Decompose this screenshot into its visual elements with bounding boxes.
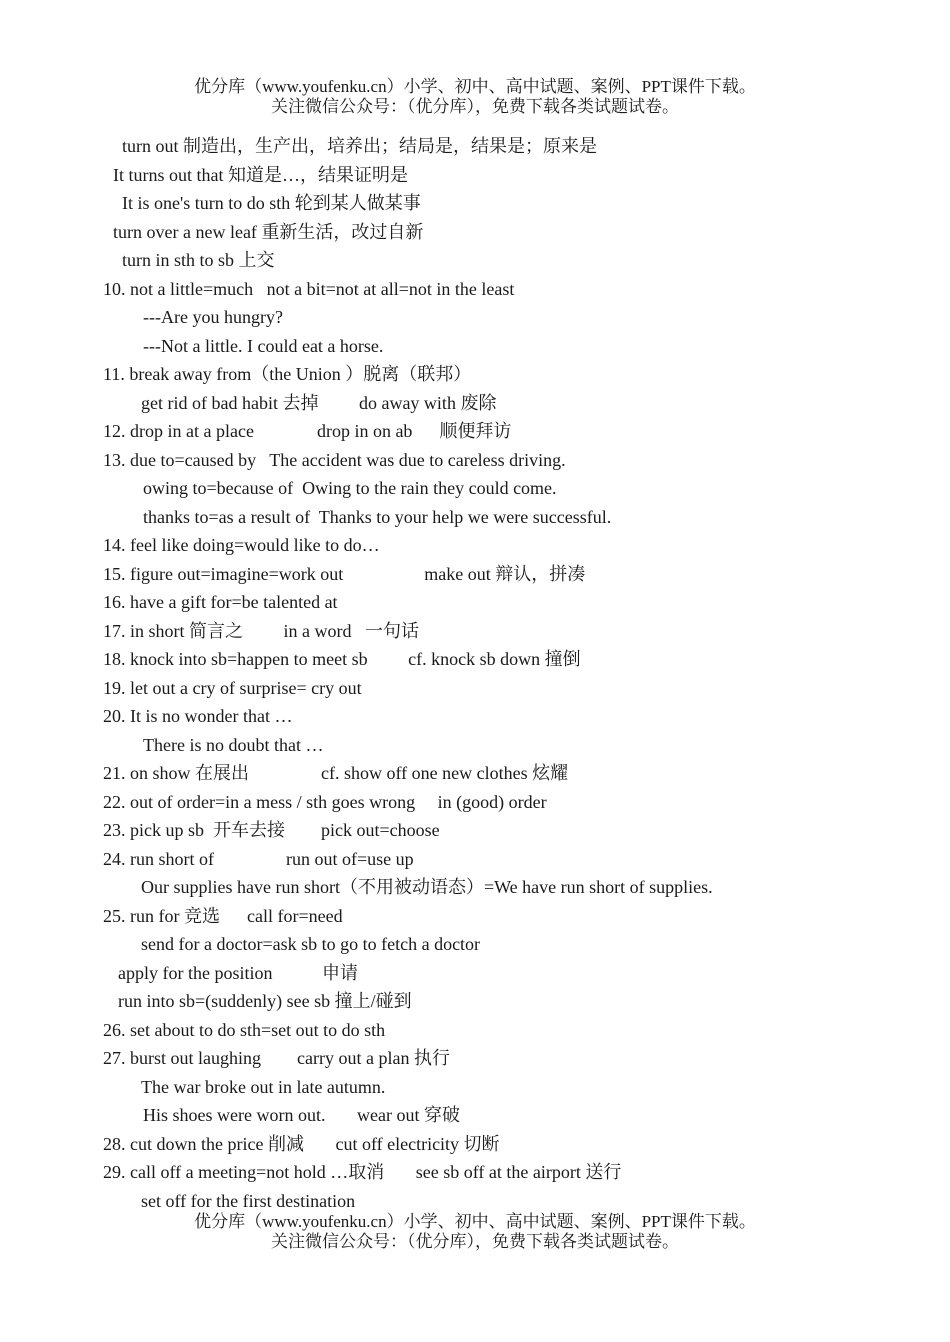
text-line: 11. break away from（the Union ）脱离（联邦） — [103, 364, 472, 384]
text-line: 21. on show 在展出 cf. show off one new clothes 炫耀 — [103, 763, 569, 783]
text-line: 29. call off a meeting=not hold …取消 see sb off at the airport 送行 — [103, 1162, 622, 1182]
text-line: turn out 制造出，生产出，培养出；结局是，结果是；原来是 — [122, 136, 597, 156]
text-line: The war broke out in late autumn. — [141, 1076, 386, 1097]
text-line: 13. due to=caused by The accident was due to careless driving. — [103, 449, 566, 470]
text-line: ---Not a little. I could eat a horse. — [143, 335, 384, 356]
text-line: 20. It is no wonder that … — [103, 706, 293, 726]
text-line: get rid of bad habit 去掉 do away with 废除 — [141, 392, 497, 413]
text-line: 17. in short 简言之 in a word 一句话 — [103, 620, 419, 641]
text-line: 25. run for 竞选 call for=need — [103, 905, 343, 926]
text-line: 10. not a little=much not a bit=not at all=not in the least — [103, 278, 515, 299]
text-line: It turns out that 知道是…，结果证明是 — [113, 164, 408, 185]
text-line: thanks to=as a result of Thanks to your help we were successful. — [143, 506, 612, 527]
text-line: It is one's turn to do sth 轮到某人做某事 — [122, 193, 421, 213]
text-line: owing to=because of Owing to the rain they could come. — [143, 478, 557, 498]
text-line: 23. pick up sb 开车去接 pick out=choose — [103, 820, 440, 840]
text-line: There is no doubt that … — [143, 734, 324, 755]
text-line: run into sb=(suddenly) see sb 撞上/碰到 — [118, 991, 412, 1011]
text-line: send for a doctor=ask sb to go to fetch a doctor — [141, 934, 481, 954]
text-line: 27. burst out laughing carry out a plan 执行 — [103, 1048, 450, 1068]
text-line: 16. have a gift for=be talented at — [103, 592, 338, 612]
text-line: apply for the position 申请 — [118, 962, 358, 983]
text-line: 26. set about to do sth=set out to do sth — [103, 1019, 386, 1040]
footer-line-1: 优分库（www.youfenku.cn）小学、初中、高中试题、案例、PPT课件下载。 — [194, 1212, 756, 1231]
text-line: 28. cut down the price 削减 cut off electricity 切断 — [103, 1133, 500, 1154]
header-line-2: 关注微信公众号：（优分库），免费下载各类试题试卷。 — [271, 97, 679, 116]
text-line: 14. feel like doing=would like to do… — [103, 535, 380, 555]
text-line: set off for the first destination — [141, 1190, 356, 1211]
page-header — [0, 77, 950, 117]
text-line: ---Are you hungry? — [143, 307, 283, 327]
text-line: 12. drop in at a place drop in on ab 顺便拜访 — [103, 421, 512, 441]
text-line: 22. out of order=in a mess / sth goes wrong in (good) order — [103, 791, 547, 812]
footer-line-2: 关注微信公众号：（优分库），免费下载各类试题试卷。 — [271, 1232, 679, 1251]
text-line: turn over a new leaf 重新生活，改过自新 — [113, 221, 424, 242]
text-line: 24. run short of run out of=use up — [103, 848, 414, 869]
page-footer — [0, 1212, 950, 1252]
text-line: 15. figure out=imagine=work out make out 辩认，拼凑 — [103, 563, 586, 584]
text-line: 19. let out a cry of surprise= cry out — [103, 677, 362, 698]
text-line: His shoes were worn out. wear out 穿破 — [143, 1105, 460, 1125]
text-line: 18. knock into sb=happen to meet sb cf. knock sb down 撞倒 — [103, 649, 581, 669]
header-line-1: 优分库（www.youfenku.cn）小学、初中、高中试题、案例、PPT课件下载。 — [194, 77, 756, 96]
text-line: Our supplies have run short（不用被动语态）=We have run short of supplies. — [141, 877, 713, 897]
text-line: turn in sth to sb 上交 — [122, 250, 275, 270]
